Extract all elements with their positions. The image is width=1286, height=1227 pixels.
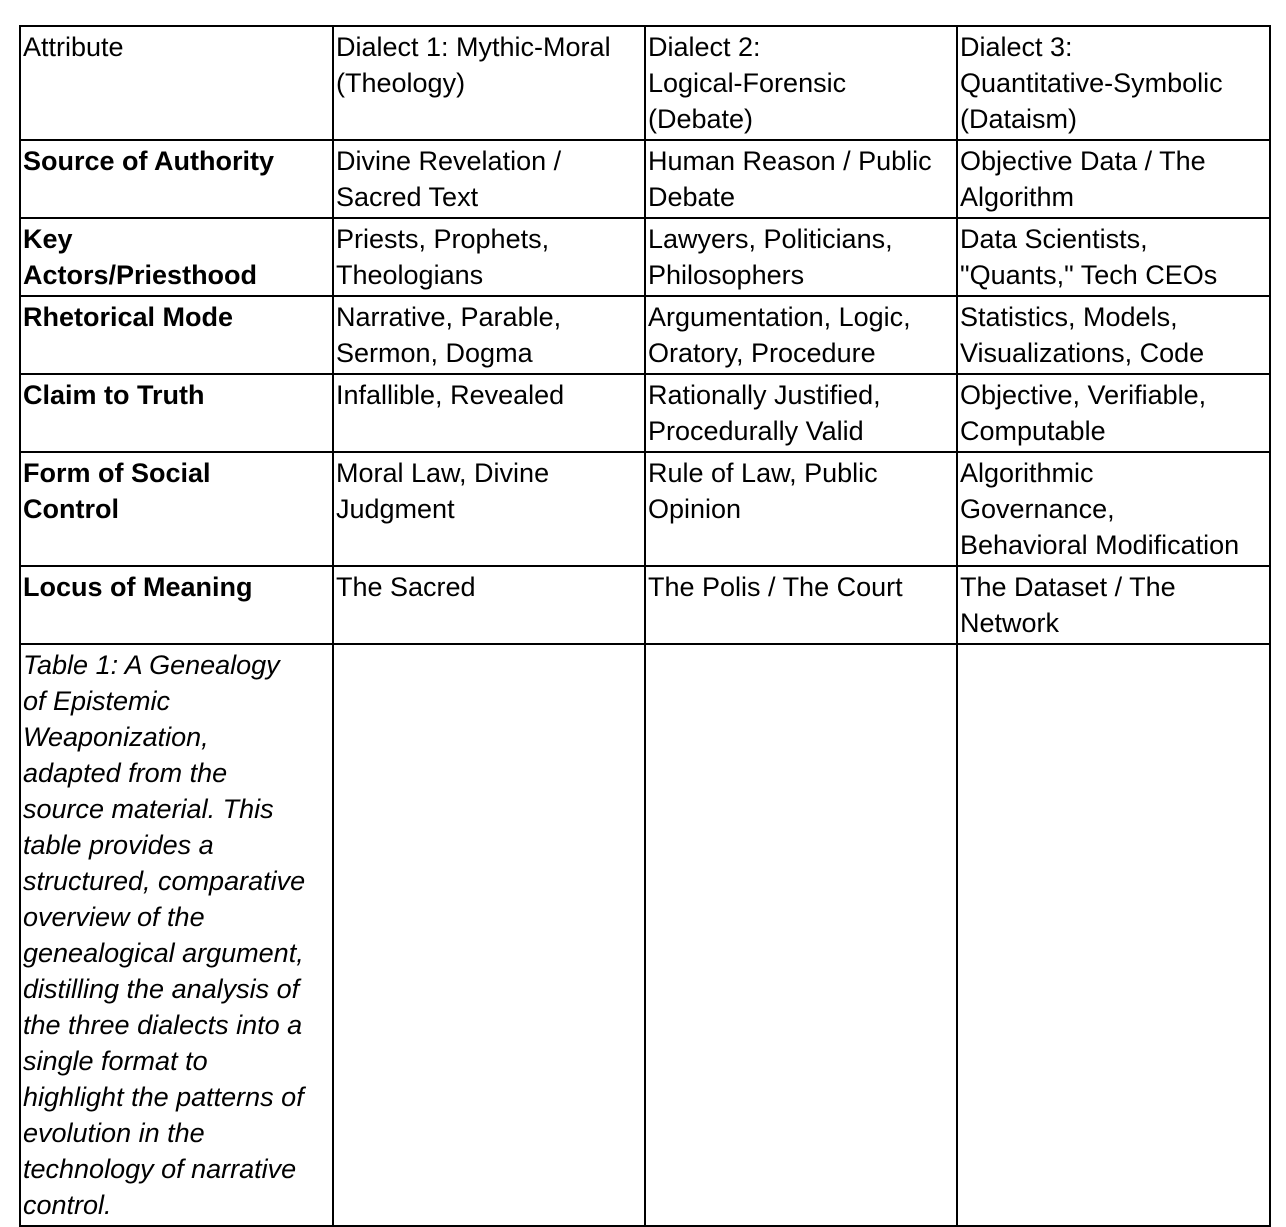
row-dialect-3 [957,296,1270,374]
cell-line: The Polis / The Court [648,572,903,602]
row-dialect-2 [645,374,957,452]
cell-line: Dialect 1: Mythic-Moral [336,32,611,62]
empty-cell [645,644,957,1226]
table-row [20,452,1270,566]
cell-line: Opinion [648,494,742,524]
caption-line: structured, comparative [23,866,306,896]
row-attribute [20,140,333,218]
caption-line: genealogical argument, [23,938,304,968]
cell-line: Behavioral Modification [960,530,1240,560]
caption-line: highlight the patterns of [23,1082,304,1112]
row-dialect-3 [957,374,1270,452]
cell-line: Statistics, Models, [960,302,1178,332]
cell-line: Judgment [336,494,455,524]
cell-line: Dialect 2: [648,32,761,62]
empty-cell [957,644,1270,1226]
caption-line: the three dialects into a [23,1010,303,1040]
caption-row [20,644,1270,1226]
cell-line: Rule of Law, Public [648,458,878,488]
cell-line: Rationally Justified, [648,380,881,410]
caption-line: control. [23,1190,112,1220]
cell-line: Lawyers, Politicians, [648,224,893,254]
cell-line: Objective, Verifiable, [960,380,1207,410]
table-row [20,374,1270,452]
caption-line: source material. This [23,794,274,824]
caption-line: evolution in the [23,1118,205,1148]
empty-cell [333,644,645,1226]
cell-line: Dialect 3: [960,32,1073,62]
row-dialect-1 [333,140,645,218]
row-dialect-1 [333,296,645,374]
header-dialect-2 [645,26,957,140]
cell-line: Sacred Text [336,182,479,212]
caption-line: overview of the [23,902,205,932]
cell-line: Narrative, Parable, [336,302,562,332]
cell-line: Claim to Truth [23,380,205,410]
cell-line: Oratory, Procedure [648,338,876,368]
cell-line: Quantitative-Symbolic [960,68,1223,98]
row-dialect-2 [645,452,957,566]
row-dialect-1 [333,452,645,566]
cell-line: Actors/Priesthood [23,260,258,290]
cell-line: Procedurally Valid [648,416,864,446]
cell-line: Locus of Meaning [23,572,253,602]
caption-line: technology of narrative [23,1154,297,1184]
caption-line: Weaponization, [23,722,209,752]
cell-line: Algorithmic [960,458,1094,488]
caption-line: Table 1: A Genealogy [23,650,280,680]
cell-line: Key [23,224,73,254]
cell-line: Form of Social [23,458,211,488]
genealogy-table [19,25,1271,1227]
row-attribute [20,296,333,374]
cell-line: Argumentation, Logic, [648,302,911,332]
cell-line: Data Scientists, [960,224,1148,254]
cell-line: Control [23,494,119,524]
cell-line: Logical-Forensic [648,68,847,98]
row-attribute [20,452,333,566]
row-attribute [20,566,333,644]
row-dialect-2 [645,566,957,644]
cell-line: Attribute [23,32,124,62]
cell-line: Source of Authority [23,146,275,176]
row-dialect-3 [957,218,1270,296]
cell-line: Moral Law, Divine [336,458,550,488]
cell-line: Algorithm [960,182,1075,212]
table-row [20,566,1270,644]
cell-line: Objective Data / The [960,146,1206,176]
cell-line: (Theology) [336,68,466,98]
header-attribute [20,26,333,140]
cell-line: Sermon, Dogma [336,338,533,368]
caption-line: table provides a [23,830,214,860]
cell-line: (Dataism) [960,104,1078,134]
row-dialect-1 [333,566,645,644]
table-caption [20,644,333,1226]
cell-line: Visualizations, Code [960,338,1205,368]
cell-line: Divine Revelation / [336,146,562,176]
row-attribute [20,374,333,452]
header-dialect-1 [333,26,645,140]
cell-line: Infallible, Revealed [336,380,565,410]
row-dialect-2 [645,140,957,218]
cell-line: Network [960,608,1060,638]
cell-line: The Dataset / The [960,572,1176,602]
cell-line: "Quants," Tech CEOs [960,260,1218,290]
table-row [20,218,1270,296]
row-dialect-2 [645,296,957,374]
row-dialect-1 [333,374,645,452]
row-attribute [20,218,333,296]
caption-line: single format to [23,1046,208,1076]
table-row [20,140,1270,218]
caption-line: adapted from the [23,758,228,788]
cell-line: Rhetorical Mode [23,302,234,332]
cell-line: Governance, [960,494,1115,524]
row-dialect-3 [957,140,1270,218]
row-dialect-3 [957,566,1270,644]
cell-line: The Sacred [336,572,476,602]
cell-line: Human Reason / Public [648,146,932,176]
header-row [20,26,1270,140]
row-dialect-1 [333,218,645,296]
table-row [20,296,1270,374]
row-dialect-3 [957,452,1270,566]
cell-line: Theologians [336,260,484,290]
caption-line: of Epistemic [23,686,171,716]
cell-line: Computable [960,416,1106,446]
row-dialect-2 [645,218,957,296]
caption-line: distilling the analysis of [23,974,300,1004]
header-dialect-3 [957,26,1270,140]
cell-line: Priests, Prophets, [336,224,550,254]
cell-line: Debate [648,182,736,212]
cell-line: Philosophers [648,260,805,290]
cell-line: (Debate) [648,104,754,134]
